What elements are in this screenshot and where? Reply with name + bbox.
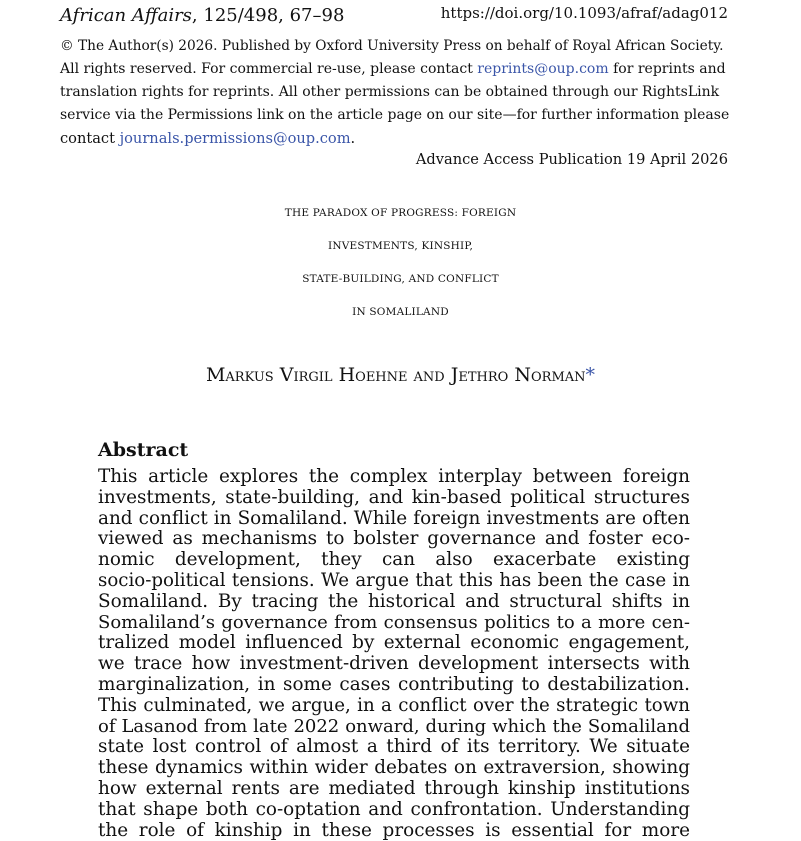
copyright-text: for reprints and <box>608 61 726 77</box>
abstract-line: the role of kinship in these processes is essential for more <box>98 820 690 841</box>
copyright-line <box>60 58 732 81</box>
copyright-notice <box>60 35 732 150</box>
title-line: STATE-BUILDING, AND CONFLICT <box>302 273 499 285</box>
abstract-heading: Abstract <box>98 439 189 461</box>
abstract-line: tralized model influenced by external economic engagement, <box>98 633 690 654</box>
author-names: Markus Virgil Hoehne and Jethro Norman <box>205 364 586 386</box>
journal-citation <box>60 5 344 27</box>
copyright-line: service via the Permissions link on the article page on our site—for further information please <box>60 107 730 123</box>
copyright-text: contact <box>60 130 120 147</box>
abstract-line: how external rents are mediated through kinship institutions <box>98 778 690 799</box>
abstract-line: Somaliland. By tracing the historical and structural shifts in <box>98 591 690 612</box>
journal-issue: , 125/498, 67–98 <box>191 5 345 26</box>
copyright-line: © The Author(s) 2026. Published by Oxford University Press on behalf of Royal African Society. <box>60 38 724 54</box>
copyright-line <box>60 127 732 150</box>
abstract-line: marginalization, in some cases contributing to destabilization. <box>98 674 690 695</box>
abstract-line: This article explores the complex interplay between foreign <box>98 467 690 487</box>
article-title <box>0 197 801 329</box>
abstract-line: nomic development, they can also exacerbate existing <box>98 550 690 571</box>
abstract-line: This culminated, we argue, in a conflict over the strategic town <box>98 695 690 716</box>
abstract-body <box>98 467 690 841</box>
abstract-line: these dynamics within wider debates on extraversion, showing <box>98 758 690 779</box>
author-list <box>0 363 801 387</box>
abstract-line: and conflict in Somaliland. While foreign investments are often <box>98 508 690 529</box>
permissions-email-link[interactable]: journals.permissions@oup.com <box>119 130 351 147</box>
title-line: THE PARADOX OF PROGRESS: FOREIGN <box>284 207 517 219</box>
abstract-line: Somaliland’s governance from consensus politics to a more cen- <box>98 612 690 633</box>
journal-name: African Affairs <box>60 5 192 26</box>
abstract-line: of Lasanod from late 2022 onward, during which the Somaliland <box>98 716 690 737</box>
doi-link[interactable]: https://doi.org/10.1093/afraf/adag012 <box>440 4 728 22</box>
copyright-text: All rights reserved. For commercial re-use, please contact <box>60 61 478 77</box>
title-line: IN SOMALILAND <box>352 306 449 318</box>
reprints-email-link[interactable]: reprints@oup.com <box>477 61 609 77</box>
abstract-line: state lost control of almost a third of its territory. We situate <box>98 737 690 758</box>
abstract-line: we trace how investment-driven development intersects with <box>98 654 690 675</box>
copyright-text: . <box>350 130 356 147</box>
author-footnote-link[interactable]: * <box>585 364 596 386</box>
abstract-line: that shape both co-optation and confrontation. Understanding <box>98 799 690 820</box>
title-line: INVESTMENTS, KINSHIP, <box>327 240 474 252</box>
abstract-line: investments, state-building, and kin-based political structures <box>98 487 690 508</box>
abstract-line: viewed as mechanisms to bolster governance and foster eco- <box>98 529 690 550</box>
copyright-line: translation rights for reprints. All other permissions can be obtained through our RightsLink <box>60 84 720 100</box>
abstract-line: socio-political tensions. We argue that this has been the case in <box>98 570 690 591</box>
advance-access-date: Advance Access Publication 19 April 2026 <box>415 151 728 168</box>
